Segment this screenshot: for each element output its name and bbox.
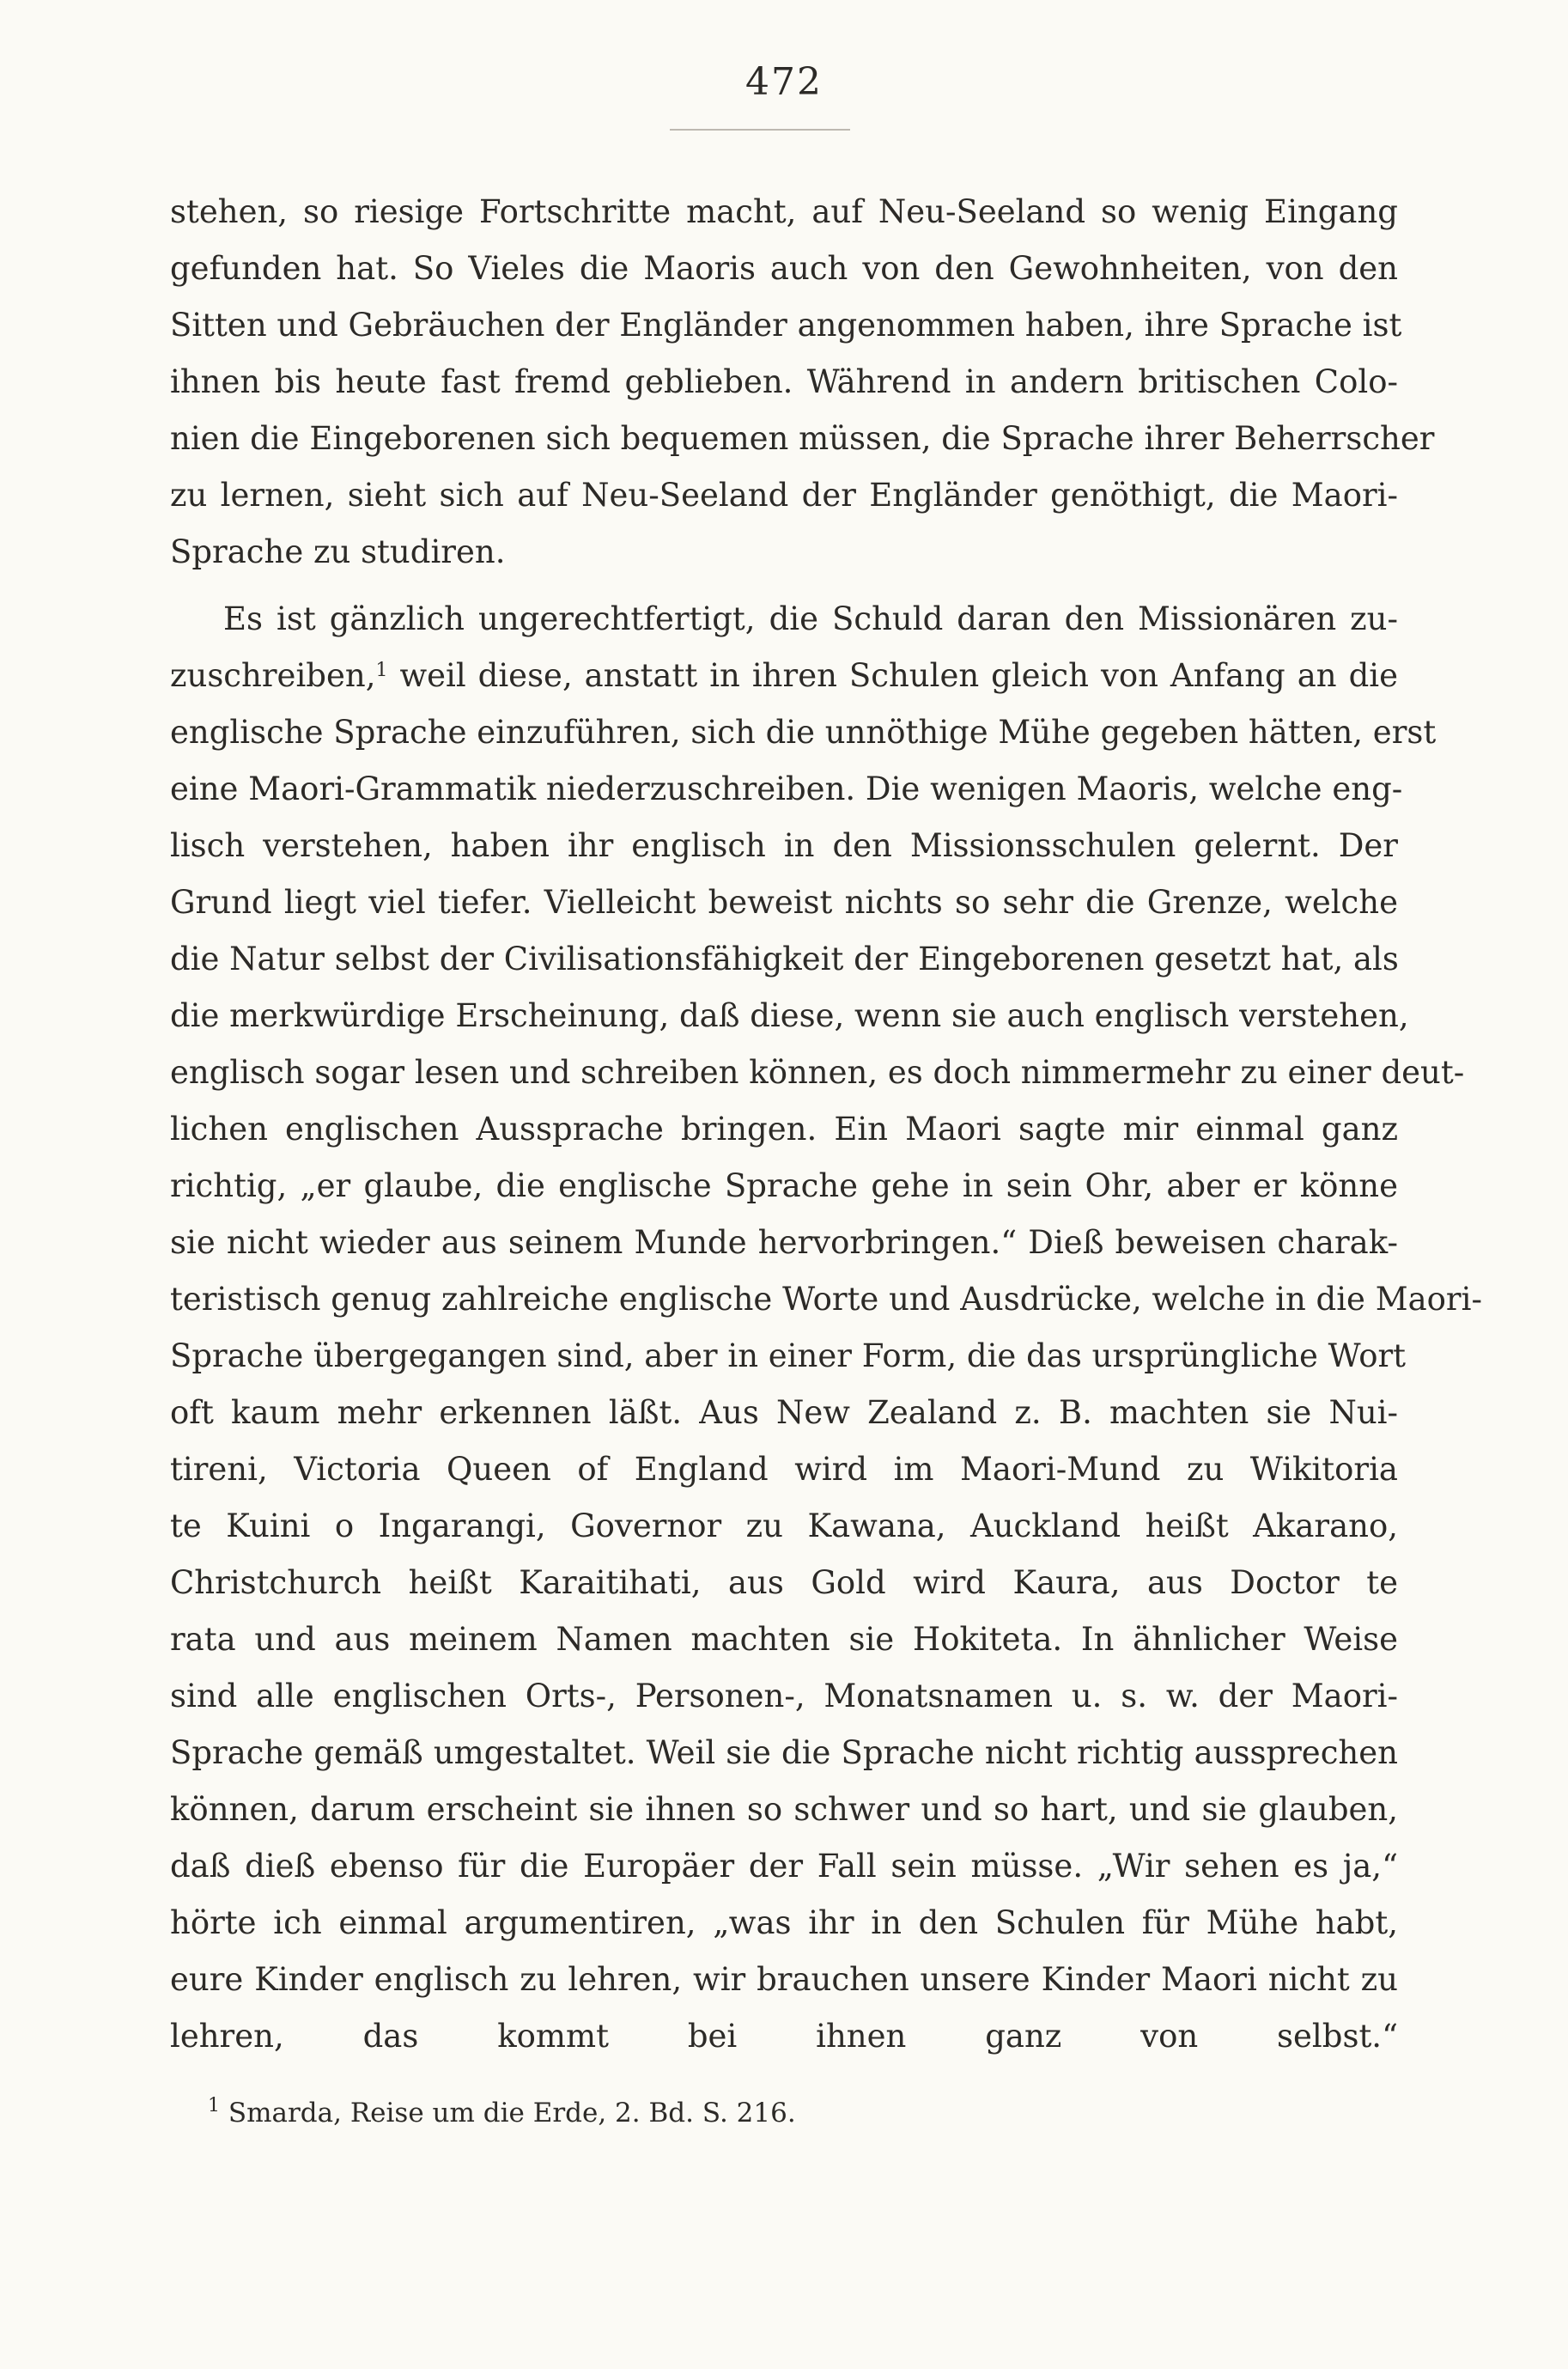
text-line: gefunden hat. So Vieles die Maoris auch von den Gewohnheiten, von den — [170, 250, 1398, 287]
text-line: lisch verstehen, haben ihr englisch in den Missionsschulen gelernt. Der — [170, 827, 1398, 864]
text-line: te Kuini o Ingarangi, Governor zu Kawana, Auckland heißt Akarano, — [170, 1507, 1398, 1544]
text-line: sind alle englischen Orts-, Personen-, Monatsnamen u. s. w. der Maori- — [170, 1678, 1398, 1714]
text-line: lehren, das kommt bei ihnen ganz von selbst.“ — [170, 2018, 1398, 2055]
paragraph-2 — [170, 591, 1482, 2122]
text-line: rata und aus meinem Namen machten sie Hokiteta. In ähnlicher Weise — [170, 1621, 1398, 1658]
text-line: daß dieß ebenso für die Europäer der Fall sein müsse. „Wir sehen es ja,“ — [170, 1848, 1398, 1885]
text-line: nien die Eingeborenen sich bequemen müssen, die Sprache ihrer Beherrscher — [170, 420, 1435, 457]
text-line: die Natur selbst der Civilisationsfähigkeit der Eingeborenen gesetzt hat, als — [170, 941, 1399, 977]
text-line: oft kaum mehr erkennen läßt. Aus New Zealand z. B. machten sie Nui- — [170, 1394, 1398, 1431]
text-line: Sitten und Gebräuchen der Engländer angenommen haben, ihre Sprache ist — [170, 307, 1402, 344]
text-line: können, darum erscheint sie ihnen so schwer und so hart, und sie glauben, — [170, 1791, 1398, 1828]
text-line: Sprache übergegangen sind, aber in einer Form, die das ursprüngliche Wort — [170, 1337, 1407, 1374]
text-line: Es ist gänzlich ungerechtfertigt, die Schuld daran den Missionären zu- — [223, 600, 1398, 637]
text-segment: weil diese, anstatt in ihren Schulen gleich von Anfang an die — [399, 657, 1399, 694]
text-line: richtig, „er glaube, die englische Sprache gehe in sein Ohr, aber er könne — [170, 1167, 1398, 1204]
paragraph-1 — [170, 184, 1435, 581]
text-segment: zuschreiben, — [170, 657, 376, 694]
footnote — [208, 2094, 796, 2132]
text-line: die merkwürdige Erscheinung, daß diese, wenn sie auch englisch verstehen, — [170, 997, 1409, 1034]
text-line: tireni, Victoria Queen of England wird im Maori-Mund zu Wikitoria — [170, 1451, 1398, 1488]
text-line: lichen englischen Aussprache bringen. Ein Maori sagte mir einmal ganz — [170, 1111, 1398, 1148]
text-line: hörte ich einmal argumentiren, „was ihr in den Schulen für Mühe habt, — [170, 1904, 1398, 1941]
text-line: ihnen bis heute fast fremd geblieben. Während in andern britischen Colo- — [170, 363, 1398, 400]
text-line: sie nicht wieder aus seinem Munde hervorbringen.“ Dieß beweisen charak- — [170, 1224, 1398, 1261]
footnote-text: Smarda, Reise um die Erde, 2. Bd. S. 216. — [228, 2098, 796, 2128]
footnote-reference: 1 — [375, 660, 388, 681]
footnote-marker: 1 — [208, 2095, 220, 2116]
text-line: stehen, so riesige Fortschritte macht, auf Neu-Seeland so wenig Eingang — [170, 193, 1398, 230]
paragraph-gap — [170, 581, 1398, 591]
text-line: teristisch genug zahlreiche englische Worte und Ausdrücke, welche in die Maori- — [170, 1281, 1482, 1318]
text-line: Sprache zu studiren. — [170, 533, 506, 570]
text-line: englische Sprache einzuführen, sich die unnöthige Mühe gegeben hätten, erst — [170, 714, 1437, 751]
text-line: eine Maori-Grammatik niederzuschreiben. Die wenigen Maoris, welche eng- — [170, 770, 1403, 807]
text-line: Sprache gemäß umgestaltet. Weil sie die Sprache nicht richtig aussprechen — [170, 1734, 1398, 1771]
page-number: 472 — [745, 60, 823, 104]
text-line: Grund liegt viel tiefer. Vielleicht beweist nichts so sehr die Grenze, welche — [170, 884, 1398, 921]
header-rule — [670, 129, 850, 131]
text-line: zu lernen, sieht sich auf Neu-Seeland der Engländer genöthigt, die Maori- — [170, 477, 1398, 514]
text-line-with-footnote — [170, 648, 1398, 704]
text-line: englisch sogar lesen und schreiben können, es doch nimmermehr zu einer deut- — [170, 1054, 1465, 1091]
body-text — [170, 184, 1482, 2122]
text-line: eure Kinder englisch zu lehren, wir brauchen unsere Kinder Maori nicht zu — [170, 1961, 1398, 1998]
text-line: Christchurch heißt Karaitihati, aus Gold wird Kaura, aus Doctor te — [170, 1564, 1398, 1601]
